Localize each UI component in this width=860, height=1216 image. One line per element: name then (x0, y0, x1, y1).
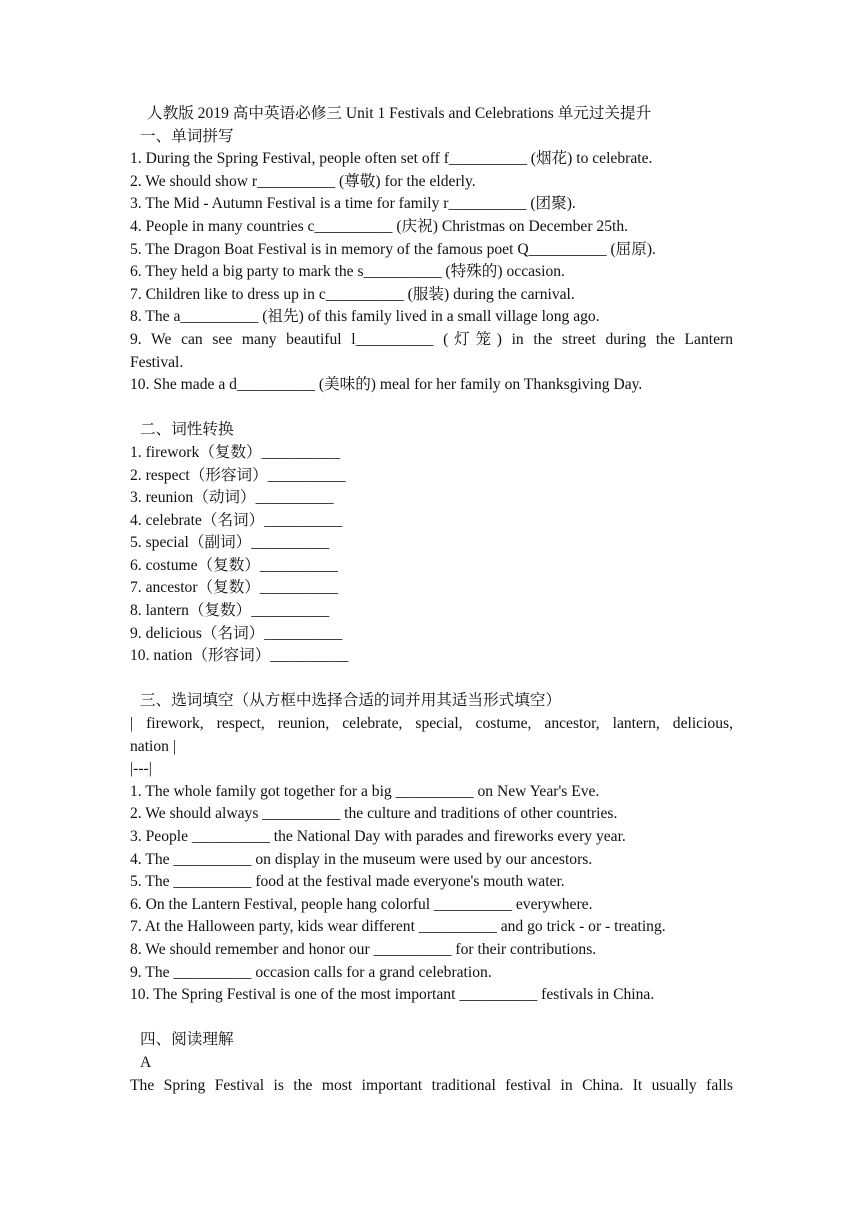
fill-blank-item: 1. The whole family got together for a big __________ on New Year's Eve. (130, 782, 600, 800)
word-form-item: 3. reunion（动词）__________ (130, 489, 334, 507)
word-box-line: | firework, respect, reunion, celebrate, special, costume, ancestor, lantern, delicious, (130, 715, 733, 733)
fill-blank-item: 6. On the Lantern Festival, people hang colorful __________ everywhere. (130, 895, 593, 913)
word-form-item: 10. nation（形容词）__________ (130, 647, 349, 665)
document-title: 人教版 2019 高中英语必修三 Unit 1 Festivals and Celebrations 单元过关提升 (147, 105, 652, 122)
spelling-item: 3. The Mid - Autumn Festival is a time for family r__________ (团聚). (130, 195, 576, 213)
spelling-item: 5. The Dragon Boat Festival is in memory of the famous poet Q__________ (屈原). (130, 240, 656, 258)
word-form-item: 4. celebrate（名词）__________ (130, 511, 343, 529)
word-form-item: 2. respect（形容词）__________ (130, 466, 346, 484)
word-form-item: 7. ancestor（复数）__________ (130, 579, 338, 597)
spelling-item: 9. We can see many beautiful l__________ (灯笼) in the street during the Lantern (130, 330, 733, 348)
spelling-item: 4. People in many countries c__________ (庆祝) Christmas on December 25th. (130, 217, 629, 235)
word-form-item: 5. special（副词）__________ (130, 534, 330, 552)
fill-blank-item: 10. The Spring Festival is one of the most important __________ festivals in China. (130, 986, 655, 1004)
fill-blank-item: 2. We should always __________ the culture and traditions of other countries. (130, 805, 618, 823)
section-heading-reading: 四、阅读理解 (140, 1031, 234, 1049)
spelling-item: 7. Children like to dress up in c__________ (服装) during the carnival. (130, 285, 575, 303)
passage-text: The Spring Festival is the most important traditional festival in China. It usually falls (130, 1076, 733, 1094)
fill-blank-item: 9. The __________ occasion calls for a grand celebration. (130, 963, 492, 981)
spelling-item-continued: Festival. (130, 353, 184, 371)
section-heading-spelling: 一、单词拼写 (140, 127, 234, 145)
spacer (130, 397, 733, 420)
spacer (130, 668, 733, 691)
fill-blank-item: 4. The __________ on display in the museum were used by our ancestors. (130, 850, 593, 868)
word-form-item: 9. delicious（名词）__________ (130, 624, 343, 642)
word-form-item: 8. lantern（复数）__________ (130, 602, 330, 620)
spacer (130, 1007, 733, 1030)
document-page (130, 103, 733, 1097)
fill-blank-item: 3. People __________ the National Day with parades and fireworks every year. (130, 828, 626, 845)
word-form-item: 6. costume（复数）__________ (130, 556, 338, 574)
section-heading-fill-blanks: 三、选词填空（从方框中选择合适的词并用其适当形式填空） (140, 692, 562, 710)
spelling-item: 8. The a__________ (祖先) of this family lived in a small village long ago. (130, 308, 600, 326)
fill-blank-item: 7. At the Halloween party, kids wear different __________ and go trick - or - treating. (130, 918, 666, 936)
passage-label: A (140, 1053, 152, 1071)
spelling-item: 10. She made a d__________ (美味的) meal for her family on Thanksgiving Day. (130, 376, 643, 394)
spelling-item: 1. During the Spring Festival, people often set off f__________ (烟花) to celebrate. (130, 150, 653, 168)
word-box-separator: |---| (130, 760, 152, 778)
spelling-item: 6. They held a big party to mark the s__________ (特殊的) occasion. (130, 263, 565, 281)
word-box-line: nation | (130, 737, 176, 755)
fill-blank-item: 8. We should remember and honor our __________ for their contributions. (130, 940, 597, 958)
spelling-item: 2. We should show r__________ (尊敬) for the elderly. (130, 172, 476, 190)
section-heading-word-forms: 二、词性转换 (140, 421, 234, 439)
word-form-item: 1. firework（复数）__________ (130, 443, 340, 461)
fill-blank-item: 5. The __________ food at the festival made everyone's mouth water. (130, 873, 565, 891)
